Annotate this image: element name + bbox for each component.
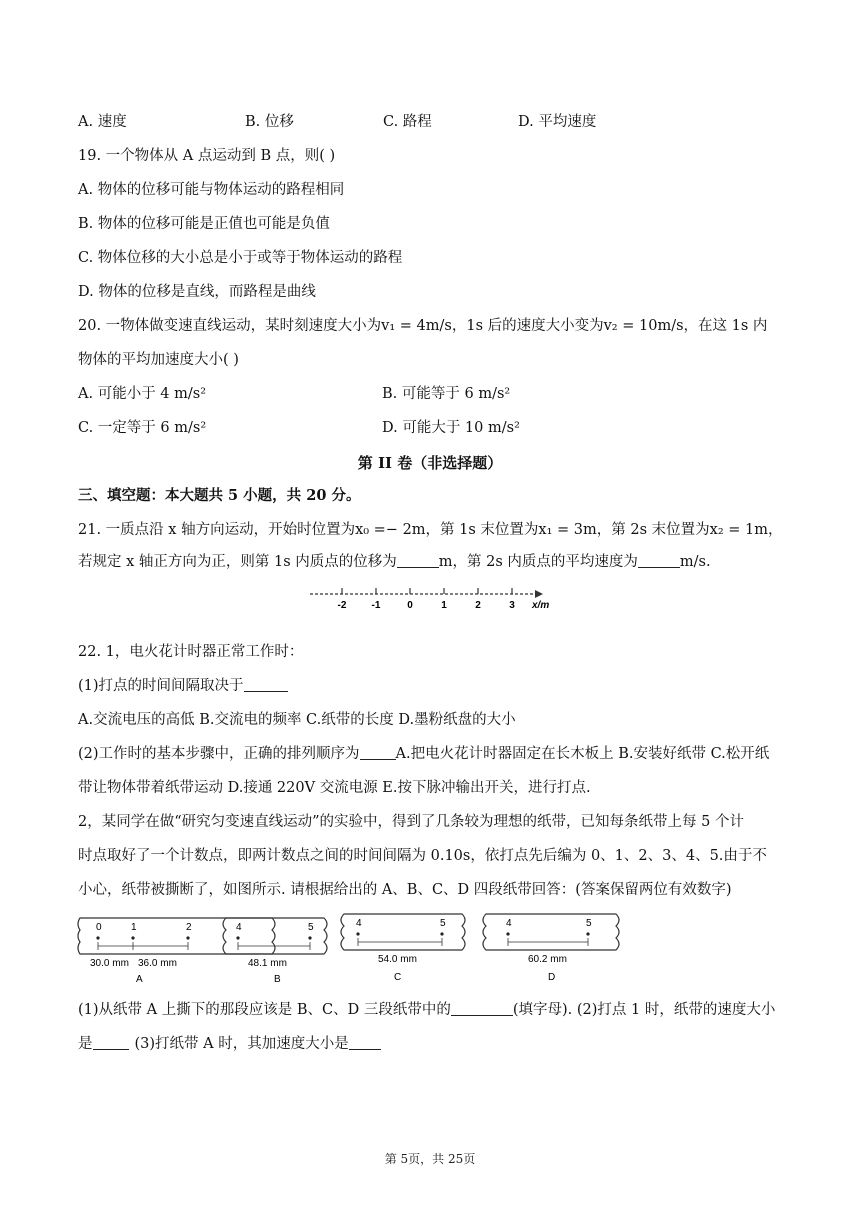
q22-ans2-cont: 是 (78, 1036, 93, 1052)
tape-d-point-5: 5 (586, 918, 592, 929)
number-line-arrow-icon (535, 590, 543, 598)
number-line-tick-label: -2 (337, 600, 347, 611)
number-line-tick-label: 1 (441, 600, 447, 611)
tape-c-label: C (394, 972, 402, 983)
q20-option-c: C. 一定等于 6 m/s² (78, 420, 207, 436)
q21-line2-part2: m，第 2s 内质点的平均速度为 (438, 554, 638, 570)
tape-c-dot-4 (356, 932, 359, 935)
tape-b-dot-4 (236, 936, 239, 939)
q22-ans1-blank[interactable] (451, 1001, 513, 1016)
q22-p2-line1: 2，某同学在做“研究匀变速直线运动”的实验中，得到了几条较为理想的纸带，已知每条纸带上每 5 个计 (78, 814, 744, 830)
tape-d (483, 914, 619, 983)
q21-line2-part1: 若规定 x 轴正方向为正，则第 1s 内质点的位移为 (78, 554, 397, 570)
q19-option-c: C. 物体位移的大小总是小于或等于物体运动的路程 (78, 250, 403, 266)
number-line-tick-label: 2 (475, 600, 481, 611)
q20-stem-line2: 物体的平均加速度大小( ) (78, 352, 239, 368)
q21-blank-2[interactable] (638, 553, 680, 568)
tape-a-dot-2 (186, 936, 189, 939)
q20-option-a: A. 可能小于 4 m/s² (78, 386, 207, 402)
tape-c-point-4: 4 (356, 918, 362, 929)
q22-ans2-blank[interactable] (93, 1035, 129, 1050)
q22-p1-q2-steps: A.把电火花计时器固定在长木板上 B.安装好纸带 C.松开纸 (395, 746, 770, 762)
q20-option-d: D. 可能大于 10 m/s² (382, 420, 520, 436)
q18-option-a: A. 速度 (78, 114, 127, 130)
q22-ans3-text: (3)打纸带 A 时，其加速度大小是 (134, 1036, 349, 1052)
tape-b-point-5: 5 (308, 922, 314, 933)
tape-a-label: A (136, 974, 143, 985)
q22-p1-q1-options: A.交流电压的高低 B.交流电的频率 C.纸带的长度 D.墨粉纸盘的大小 (78, 712, 516, 728)
tape-a-dot-0 (96, 936, 99, 939)
paper-tapes-figure (76, 910, 716, 988)
tape-b-point-4: 4 (236, 922, 242, 933)
q22-p1-q1-blank[interactable] (244, 677, 288, 692)
tape-c-point-5: 5 (440, 918, 446, 929)
q19-option-b: B. 物体的位移可能是正值也可能是负值 (78, 216, 330, 232)
number-line-figure (300, 578, 560, 612)
q19-option-d: D. 物体的位移是直线，而路程是曲线 (78, 284, 316, 300)
q20-stem-line1: 20. 一物体做变速直线运动，某时刻速度大小为v₁ = 4m/s，1s 后的速度大小变为v₂ = 10m/s，在这 1s 内 (78, 318, 768, 334)
tape-b-label: B (274, 974, 281, 985)
tape-b (223, 918, 327, 985)
section-title: 第 II 卷（非选择题） (357, 454, 503, 472)
q21-blank-1[interactable] (397, 553, 439, 568)
tape-a-dim-2: 36.0 mm (138, 958, 177, 969)
tape-c (341, 914, 465, 983)
number-line-axis-label: x/m (532, 600, 550, 611)
q22-ans1-text: (1)从纸带 A 上撕下的那段应该是 B、C、D 三段纸带中的 (78, 1002, 451, 1018)
q22-answer-line1 (78, 1000, 775, 1020)
tape-d-dot-5 (586, 932, 589, 935)
q21-line2-part3: m/s. (679, 554, 711, 570)
number-line-tick-label: -1 (371, 600, 381, 611)
q22-p1-q2-text: (2)工作时的基本步骤中，正确的排列顺序为 (78, 746, 360, 762)
q21-line1: 21. 一质点沿 x 轴方向运动，开始时位置为x₀ =− 2m，第 1s 末位置为x₁ = 3m，第 2s 末位置为x₂ = 1m， (78, 522, 783, 538)
q18-option-b: B. 位移 (245, 114, 294, 130)
tape-b-dot-5 (308, 936, 311, 939)
tape-c-dot-5 (440, 932, 443, 935)
tape-d-dot-4 (506, 932, 509, 935)
q22-p1-q2-blank[interactable] (360, 745, 396, 760)
q20-option-b: B. 可能等于 6 m/s² (382, 386, 511, 402)
q22-answer-line2 (78, 1034, 381, 1054)
q22-p1-q1 (78, 676, 288, 696)
q22-ans3-blank[interactable] (349, 1035, 381, 1050)
tape-a-dot-1 (131, 936, 134, 939)
tape-a-point-0: 0 (96, 922, 102, 933)
q18-option-d: D. 平均速度 (518, 114, 597, 130)
tape-a-dim-1: 30.0 mm (90, 958, 129, 969)
q19-option-a: A. 物体的位移可能与物体运动的路程相同 (78, 182, 345, 198)
q22-p1-intro: 22. 1，电火花计时器正常工作时： (78, 644, 304, 660)
tape-a (78, 918, 275, 985)
q22-ans2-text: (填字母). (2)打点 1 时，纸带的速度大小 (512, 1002, 776, 1018)
q22-p2-line3: 小心，纸带被撕断了，如图所示. 请根据给出的 A、B、C、D 四段纸带回答：(答案保留两位有效数字) (78, 882, 732, 898)
page-footer: 第 5页，共 25页 (384, 1152, 476, 1166)
tape-d-point-4: 4 (506, 918, 512, 929)
number-line-tick-label: 0 (407, 600, 413, 611)
q18-option-c: C. 路程 (383, 114, 432, 130)
tape-d-dim: 60.2 mm (528, 954, 567, 965)
tape-b-dim: 48.1 mm (248, 958, 287, 969)
section3-heading: 三、填空题：本大题共 5 小题，共 20 分。 (78, 487, 361, 504)
tape-a-point-1: 1 (131, 922, 137, 933)
q22-p2-line2: 时点取好了一个计数点，即两计数点之间的时间间隔为 0.10s，依打点先后编为 0、1、2、3、4、5.由于不 (78, 848, 767, 864)
q21-line2 (78, 552, 711, 572)
q22-p1-q2-line2: 带让物体带着纸带运动 D.接通 220V 交流电源 E.按下脉冲输出开关，进行打点. (78, 780, 591, 796)
q22-p1-q1-text: (1)打点的时间间隔取决于 (78, 678, 244, 694)
q19-stem: 19. 一个物体从 A 点运动到 B 点，则( ) (78, 148, 336, 164)
q22-p1-q2-line1 (78, 744, 769, 764)
number-line-tick-label: 3 (509, 600, 515, 611)
tape-a-point-2: 2 (186, 922, 192, 933)
tape-d-label: D (548, 972, 556, 983)
tape-c-dim: 54.0 mm (378, 954, 417, 965)
